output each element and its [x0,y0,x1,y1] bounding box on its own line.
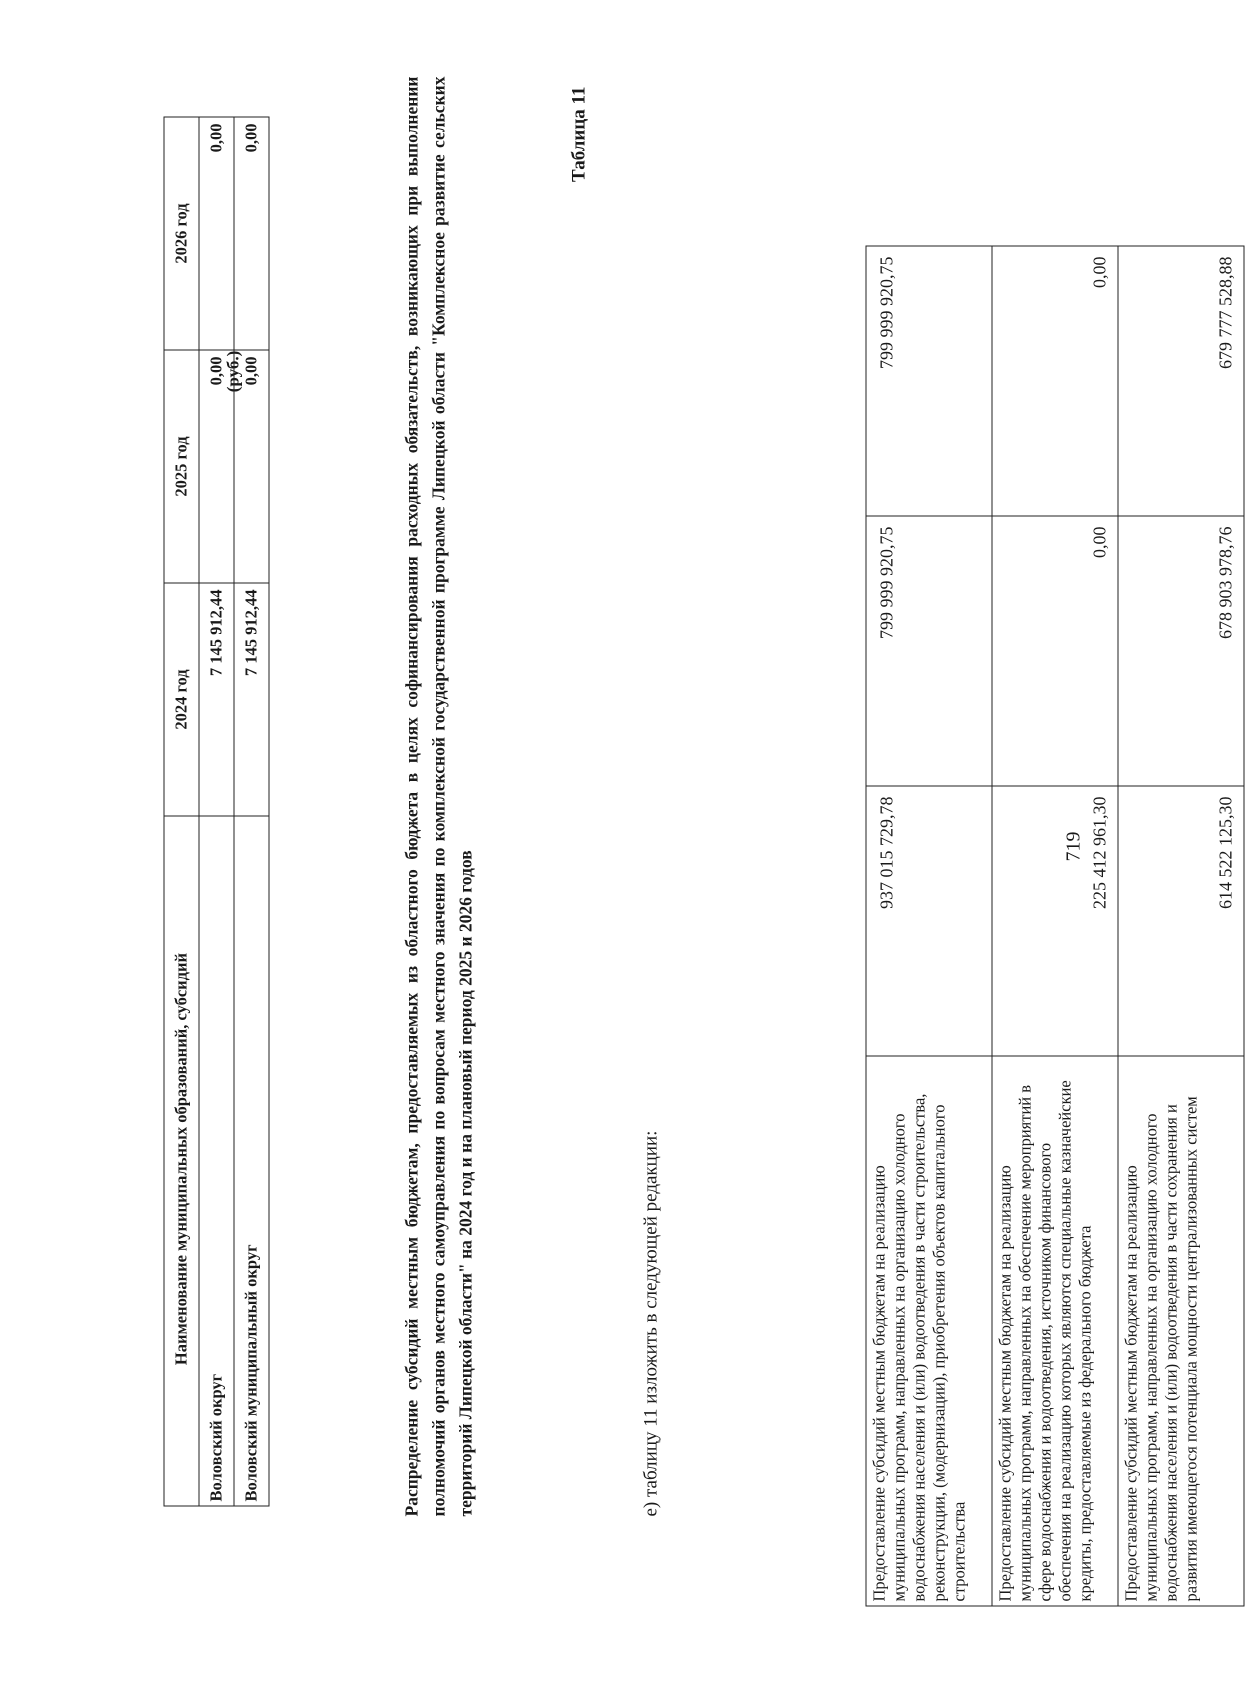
value-2026: 0,00 [992,246,1118,516]
value-2025: 0,00 [199,350,234,583]
header-name: Наименование муниципальных образований, субсидий [164,816,199,1506]
value-2026: 0,00 [199,117,234,350]
table-header-row [164,117,199,1506]
table-title: Распределение субсидий местным бюджетам, предоставляемых из областного бюджета в целях софинансирования расходных обязательств, возникающих при выполнении полномочий органов местного самоуправления по вопросам местного значения по комплексной государственной программе Липецкой области "Комплексное развитие сельских территорий Липецкой области" на 2024 год и на плановый период 2025 и 2026 годов [401,76,476,1517]
unit-label: (руб.) [223,350,243,393]
value-2025: 799 999 920,75 [866,516,992,786]
value-2025: 0,00 [992,516,1118,786]
rotated-document-page [1,0,1236,1697]
value-2025: 0,00 [234,350,269,583]
table-caption: Таблица 11 [568,86,590,182]
subsidy-distribution-table [164,117,270,1507]
row-description: Предоставление субсидий местным бюджетам на реализацию муниципальных программ, направленных на организацию холодного водоснабжения населения и (или) водоотведения в части сохранения и развития имеющегося потенциала мощности централизованных систем [1118,1056,1244,1606]
value-2026: 679 777 528,88 [1118,246,1244,516]
value-2024: 225 412 961,30 [992,786,1118,1056]
subsidy-amounts-table [866,246,1245,1607]
table-row [234,117,269,1506]
value-2024: 7 145 912,44 [234,583,269,816]
amendment-instruction: е) таблицу 11 изложить в следующей редакции: [640,1130,662,1517]
municipality-name: Воловский округ [199,816,234,1506]
table-row [992,246,1118,1606]
page-number: 719 [1062,831,1085,862]
table-row [866,246,992,1606]
table-row [199,117,234,1506]
row-description: Предоставление субсидий местным бюджетам на реализацию муниципальных программ, направленных на организацию холодного водоснабжения населения и (или) водоотведения в части строительства, реконструкции, (модернизации), приобретения объектов капитального строительства [866,1056,992,1606]
value-2024: 7 145 912,44 [199,583,234,816]
header-2025: 2025 год [164,350,199,583]
header-2026: 2026 год [164,117,199,350]
value-2026: 0,00 [234,117,269,350]
header-2024: 2024 год [164,583,199,816]
row-description: Предоставление субсидий местным бюджетам на реализацию муниципальных программ, направленных на обеспечение мероприятий в сфере водоснабжения и водоотведения, источником финансового обеспечения на реализацию которых являются специальные казначейские кредиты, предоставляемые из федерального бюджета [992,1056,1118,1606]
value-2025: 678 903 978,76 [1118,516,1244,786]
table-row [1118,246,1244,1606]
value-2024: 614 522 125,30 [1118,786,1244,1056]
value-2024: 937 015 729,78 [866,786,992,1056]
value-2026: 799 999 920,75 [866,246,992,516]
municipality-name: Воловский муниципальный округ [234,816,269,1506]
